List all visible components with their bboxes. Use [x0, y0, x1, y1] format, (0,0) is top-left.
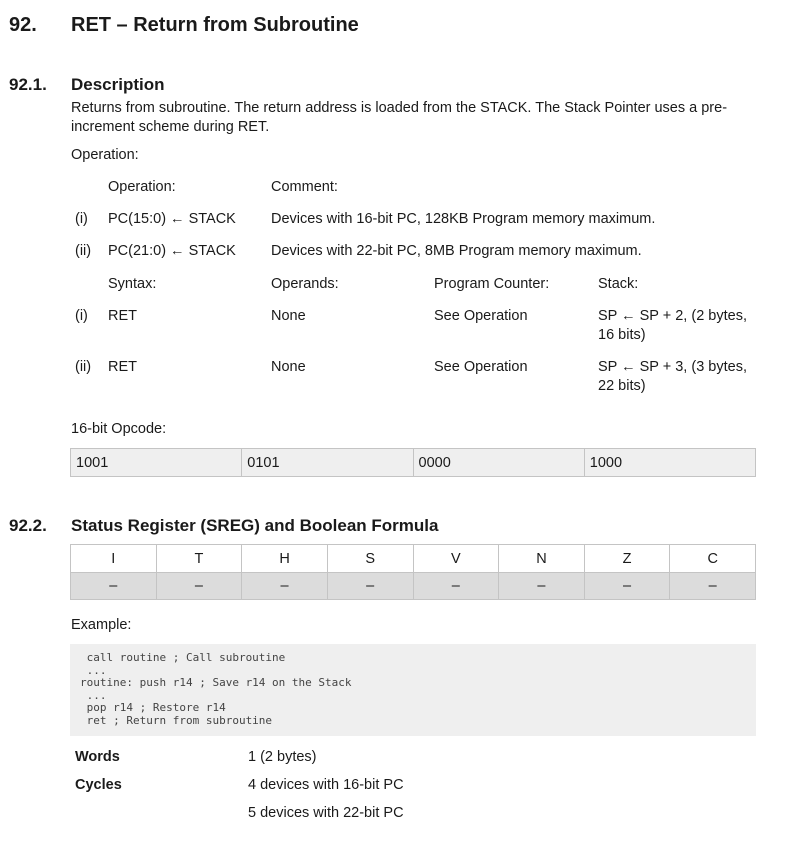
- sreg-value: –: [499, 573, 585, 600]
- code-line: ...: [80, 689, 107, 702]
- opcode-label: 16-bit Opcode:: [71, 421, 167, 437]
- sreg-value: –: [156, 573, 242, 600]
- sreg-flag: Z: [584, 545, 670, 573]
- opcode-cell: 0101: [242, 449, 413, 477]
- syntax-row-stack-line1: SP ← SP + 3, (3 bytes,: [598, 359, 747, 375]
- description-title: Description: [71, 75, 165, 94]
- operation-row-op: PC(21:0) ← STACK: [108, 243, 236, 259]
- cycles-value: 5 devices with 22-bit PC: [248, 805, 404, 821]
- sreg-value: –: [584, 573, 670, 600]
- section-number: 92.: [9, 14, 37, 36]
- syntax-row-operands: None: [271, 308, 306, 324]
- program-counter-header: Program Counter:: [434, 276, 550, 292]
- code-line: ret ; Return from subroutine: [80, 714, 273, 727]
- opcode-cell: 1001: [71, 449, 242, 477]
- opcode-cell: 1000: [584, 449, 755, 477]
- syntax-row-pc: See Operation: [434, 308, 528, 324]
- syntax-row-syntax: RET: [108, 308, 137, 324]
- code-line: pop r14 ; Restore r14: [80, 701, 226, 714]
- comment-header: Comment:: [271, 179, 338, 195]
- opcode-cell: 0000: [413, 449, 584, 477]
- sreg-flag: H: [242, 545, 328, 573]
- code-line: call routine ; Call subroutine: [80, 651, 286, 664]
- sreg-flag: V: [413, 545, 499, 573]
- syntax-row-syntax: RET: [108, 359, 137, 375]
- sreg-value: –: [242, 573, 328, 600]
- opcode-table: [70, 448, 756, 477]
- sreg-number: 92.2.: [9, 516, 47, 535]
- description-body: Returns from subroutine. The return address is loaded from the STACK. The Stack Pointer uses a pre-increment scheme during RET.: [71, 100, 728, 135]
- sreg-flag: C: [670, 545, 756, 573]
- sreg-table: [70, 544, 756, 600]
- sreg-value: –: [327, 573, 413, 600]
- description-number: 92.1.: [9, 75, 47, 94]
- operation-header: Operation:: [108, 179, 176, 195]
- operands-header: Operands:: [271, 276, 339, 292]
- cycles-label: Cycles: [75, 777, 122, 793]
- syntax-row-index: (ii): [75, 359, 92, 375]
- operation-row-comment: Devices with 16-bit PC, 128KB Program memory maximum.: [271, 211, 656, 227]
- operation-row-comment: Devices with 22-bit PC, 8MB Program memory maximum.: [271, 243, 642, 259]
- syntax-row-operands: None: [271, 359, 306, 375]
- sreg-flag: T: [156, 545, 242, 573]
- sreg-title: Status Register (SREG) and Boolean Formula: [71, 516, 439, 535]
- words-label: Words: [75, 749, 120, 765]
- sreg-flag: I: [71, 545, 157, 573]
- code-line: ...: [80, 664, 107, 677]
- sreg-value: –: [413, 573, 499, 600]
- words-value: 1 (2 bytes): [248, 749, 317, 765]
- code-example: [70, 644, 756, 736]
- operation-row-index: (ii): [75, 243, 92, 259]
- operation-label: Operation:: [71, 147, 139, 163]
- operation-row-op: PC(15:0) ← STACK: [108, 211, 236, 227]
- operation-row-index: (i): [75, 211, 88, 227]
- syntax-header: Syntax:: [108, 276, 157, 292]
- syntax-row-pc: See Operation: [434, 359, 528, 375]
- sreg-value: –: [71, 573, 157, 600]
- syntax-row-stack-line1: SP ← SP + 2, (2 bytes,: [598, 308, 747, 324]
- section-title: RET – Return from Subroutine: [71, 14, 359, 36]
- syntax-row-stack-line2: 22 bits): [598, 378, 646, 394]
- syntax-row-index: (i): [75, 308, 88, 324]
- syntax-row-stack-line2: 16 bits): [598, 327, 646, 343]
- sreg-flag: S: [327, 545, 413, 573]
- example-label: Example:: [71, 617, 132, 633]
- cycles-value: 4 devices with 16-bit PC: [248, 777, 404, 793]
- sreg-value: –: [670, 573, 756, 600]
- code-line: routine: push r14 ; Save r14 on the Stack: [80, 676, 352, 689]
- stack-header: Stack:: [598, 276, 639, 292]
- sreg-flag: N: [499, 545, 585, 573]
